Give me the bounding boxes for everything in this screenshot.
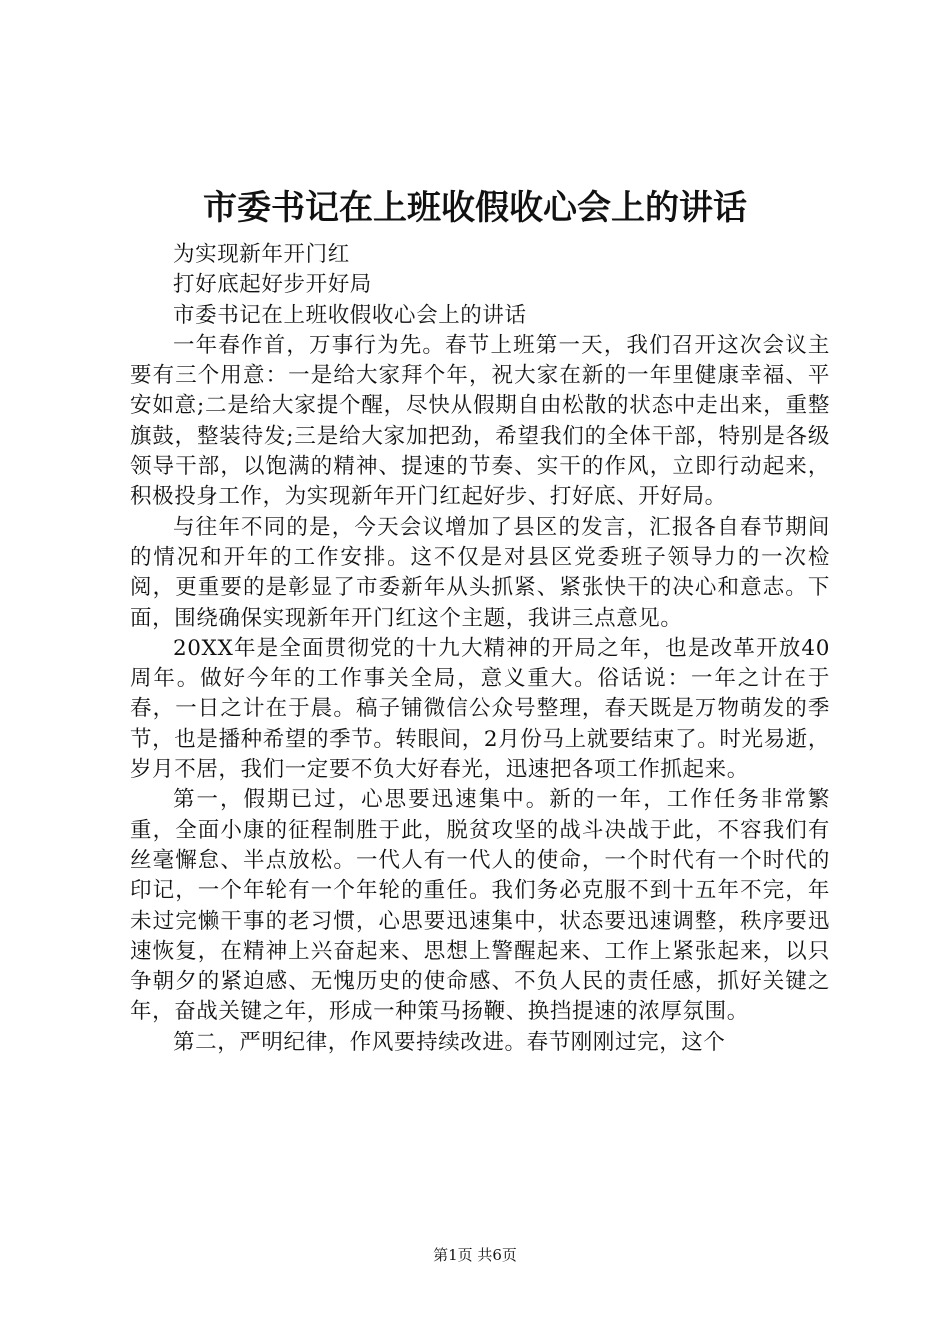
paragraph-4: 第一，假期已过，心思要迅速集中。新的一年，工作任务非常繁重，全面小康的征程制胜于此，脱贫攻坚的战斗决战于此，不容我们有丝毫懈怠、半点放松。一代人有一代人的使命，一个时代有一个时代的印记，一个年轮有一个年轮的重任。我们务必克服不到十五年不完，年未过完懒干事的老习惯，心思要迅速集中，状态要迅速调整，秩序要迅速恢复，在精神上兴奋起来、思想上警醒起来、工作上紧张起来，以只争朝夕的紧迫感、无愧历史的使命感、不负人民的责任感，抓好关键之年，奋战关键之年，形成一种策马扬鞭、换挡提速的浓厚氛围。 bbox=[130, 787, 830, 1025]
subtitle-line-1: 为实现新年开门红 bbox=[173, 242, 350, 267]
paragraph-5: 第二，严明纪律，作风要持续改进。春节刚刚过完，这个 bbox=[173, 1029, 726, 1055]
paragraph-3: 20XX年是全面贯彻党的十九大精神的开局之年，也是改革开放40周年。做好今年的工作事关全局，意义重大。俗话说：一年之计在于春，一日之计在于晨。稿子铺微信公众号整理，春天既是万物萌发的季节，也是播种希望的季节。转眼间，2月份马上就要结束了。时光易逝，岁月不居，我们一定要不负大好春光，迅速把各项工作抓起来。 bbox=[130, 635, 830, 783]
document-body bbox=[130, 240, 830, 1058]
paragraph-2: 与往年不同的是，今天会议增加了县区的发言，汇报各自春节期间的情况和开年的工作安排。这不仅是对县区党委班子领导力的一次检阅，更重要的是彰显了市委新年从头抓紧、紧张快干的决心和意志。下面，围绕确保实现新年开门红这个主题，我讲三点意见。 bbox=[130, 514, 830, 631]
subtitle-line-2: 打好底起好步开好局 bbox=[173, 272, 372, 298]
page-footer: 第1页 共6页 bbox=[433, 1246, 517, 1264]
document-title: 市委书记在上班收假收心会上的讲话 bbox=[203, 188, 747, 228]
subtitle-line-3: 市委书记在上班收假收心会上的讲话 bbox=[173, 302, 527, 328]
paragraph-1: 一年春作首，万事行为先。春节上班第一天，我们召开这次会议主要有三个用意：一是给大家拜个年，祝大家在新的一年里健康幸福、平安如意;二是给大家提个醒，尽快从假期自由松散的状态中走出来，重整旗鼓，整装待发;三是给大家加把劲，希望我们的全体干部，特别是各级领导干部，以饱满的精神、提速的节奏、实干的作风，立即行动起来，积极投身工作，为实现新年开门红起好步、打好底、开好局。 bbox=[130, 332, 830, 510]
